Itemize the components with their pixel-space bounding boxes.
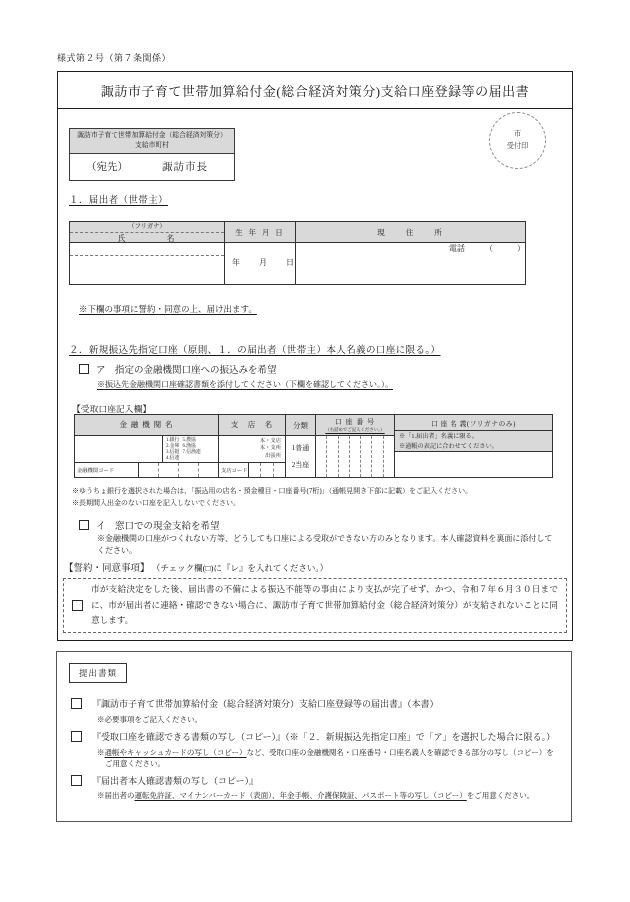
bank-kind-option: 6.漁協 <box>182 443 196 449</box>
applicant-table <box>69 221 526 285</box>
account-number-header <box>316 415 394 436</box>
branch-kind-option: 出張所 <box>265 453 281 459</box>
branch-code-label: 支店コード <box>219 463 249 477</box>
furigana-field[interactable] <box>70 243 224 256</box>
bank-kind-options <box>162 436 218 463</box>
doc-item-2 <box>71 730 555 743</box>
yucho-note: ※ゆうちょ銀行を選択された場合は、「振込用の店名・預金種目・口座番号(7桁)」（通帳見開き下部に記載）をご記入ください。 <box>72 487 473 495</box>
digit-cell[interactable] <box>178 463 198 477</box>
digit-cell[interactable] <box>338 436 349 477</box>
digit-cell[interactable] <box>158 463 178 477</box>
doc-note-text: ※届出者の <box>97 791 135 800</box>
bank-kind-option: 3.信組 <box>166 449 180 455</box>
option-a-label: ア 指定の金融機関口座への振込みを希望 <box>96 366 277 376</box>
bank-kind-option: 7.信漁連 <box>182 449 201 455</box>
account-holder-note2: ※通帳の表記に合わせてください。 <box>399 442 498 450</box>
account-holder-note1: ※「1.届出者」名義に限る。 <box>399 433 478 440</box>
branch-column <box>218 415 285 477</box>
checkbox-option-a[interactable] <box>79 364 89 374</box>
addressee-header <box>70 129 234 154</box>
doc-item-3-title: 『届出者本人確認書類の写し（コピー）』 <box>92 776 259 786</box>
birthdate-label: 生 年 月 日 <box>225 222 295 243</box>
account-number-sublabel: （右詰めでご記入ください。） <box>325 427 385 432</box>
bank-code-label: 金融機関コード <box>75 463 139 477</box>
doc-item-1 <box>71 697 439 710</box>
birthdate-field[interactable] <box>225 243 295 284</box>
doc-note-text: など、受取口座の金融機関名・口座番号・口座名義人を確認できる部分の写し（コピー）をご用意ください。 <box>105 748 554 769</box>
addressee-body <box>70 154 234 180</box>
checkbox-option-b[interactable] <box>79 520 89 530</box>
doc-item-1-note <box>97 714 557 725</box>
birthdate-column <box>224 222 295 284</box>
option-b-note: ※金融機関の口座がつくれない方等、どうしても口座による受取ができない方のみとなります。本人確認資料を裏面に添付してください。 <box>97 534 553 556</box>
birthdate-hint: 年 月 日 <box>232 258 295 267</box>
account-type-option-ordinary: 1普通 <box>291 444 310 452</box>
address-field[interactable] <box>296 243 525 284</box>
doc-note-text: ※必要事項をご記入ください。 <box>97 715 202 724</box>
branch-kind-option: 本・支店 <box>259 437 281 444</box>
doc-note-underlined: 運転免許証、マイナンバーカード（表面）、年金手帳、介護保険証、パスポート等の写し（コピー） <box>134 791 467 800</box>
section2-heading: ２．新規振込先指定口座（原則、１．の届出者（世帯主）本人名義の口座に限る。） <box>69 346 441 356</box>
checkbox-doc-2[interactable] <box>71 731 82 742</box>
checkbox-doc-1[interactable] <box>71 698 82 709</box>
account-holder-notes <box>395 431 552 452</box>
city-receipt-stamp <box>489 112 546 169</box>
doc-item-1-title: 『諏訪市子育て世帯加算給付金（総合経済対策分）支給口座登録等の届出書』（本書） <box>92 699 439 709</box>
form-code-label: 様式第２号（第７条関係） <box>57 53 172 63</box>
stamp-line1: 市 <box>513 129 522 138</box>
bank-kind-option: 4.信連 <box>166 456 180 462</box>
bank-name-field[interactable] <box>75 436 162 463</box>
doc-item-2-title: 『受取口座を確認できる書類の写し（コピー）』（※「２．新規振込先指定口座」で「ア」を選択した場合に限る。） <box>92 732 556 742</box>
digit-cell[interactable] <box>260 463 272 477</box>
account-number-label: 口 座 番 号 <box>334 418 376 426</box>
digit-cell[interactable] <box>349 436 360 477</box>
pledge-heading: 【誓約・同意事項】 <box>64 564 150 574</box>
bank-kind-option: 5.農協 <box>182 437 196 443</box>
branch-name-field[interactable] <box>219 436 285 463</box>
dormant-account-note: ※長期間入出金のない口座を記入しないでください。 <box>72 499 240 507</box>
addressee-header-line1: 諏訪市子育て世帯加算給付金（総合経済対策分） <box>77 132 227 139</box>
digit-cell[interactable] <box>371 436 382 477</box>
name-header <box>70 222 224 243</box>
pledge-box <box>63 578 567 633</box>
addressee-box <box>69 128 235 181</box>
applicant-name-column <box>70 222 224 284</box>
digit-cell[interactable] <box>198 463 218 477</box>
bank-body <box>75 436 218 463</box>
branch-kind-option: 本・支所 <box>259 445 281 452</box>
bank-account-table <box>74 414 553 478</box>
doc-item-3-note <box>97 790 557 801</box>
checkbox-pledge[interactable] <box>72 600 83 611</box>
doc-item-3 <box>71 774 258 787</box>
option-a-row <box>79 362 277 376</box>
account-holder-header: 口 座 名 義(フリガナのみ) <box>395 415 552 431</box>
account-type-option-current: 2当座 <box>291 461 310 469</box>
main-form-box <box>57 71 573 641</box>
option-b-label: イ 窓口での現金支給を希望 <box>96 522 220 532</box>
bank-code-digits[interactable] <box>139 463 218 477</box>
branch-name-header: 支 店 名 <box>219 415 285 436</box>
account-holder-column <box>394 415 552 477</box>
bank-kind-option: 1.銀行 <box>166 437 180 443</box>
address-label: 現 住 所 <box>296 222 525 243</box>
doc-note-text: をご用意ください。 <box>466 791 535 800</box>
digit-cell[interactable] <box>273 463 285 477</box>
option-b-row <box>79 518 220 532</box>
addressee-mayor-name: 諏訪市長 <box>162 162 208 174</box>
section1-heading: １．届出者（世帯主） <box>69 196 169 206</box>
digit-cell[interactable] <box>326 436 337 477</box>
bank-kind-option: 2.金庫 <box>166 443 180 449</box>
digit-cell[interactable] <box>316 436 326 477</box>
address-column <box>295 222 525 284</box>
checkbox-doc-3[interactable] <box>71 775 82 786</box>
pledge-heading-sub: （チェック欄(□)に『レ』を入れてください。） <box>151 563 329 573</box>
digit-cell[interactable] <box>360 436 371 477</box>
doc-note-text: ※ <box>97 748 105 757</box>
account-type-column <box>285 415 315 477</box>
account-holder-field[interactable] <box>395 452 552 477</box>
bank-column <box>75 415 218 477</box>
digit-cell[interactable] <box>383 436 394 477</box>
stamp-line2: 受付印 <box>506 141 529 150</box>
pledge-text: 市が支給決定をした後、届出書の不備による振込不能等の事由により支払が完了せず、かつ、令和７年６月３０日までに、市が届出者に連絡・確認できない場合に、諏訪市子育て世帯加算給付金（総合経済対策分）が支給されないことに同意します。 <box>91 584 558 626</box>
documents-label: 提出書類 <box>69 663 127 683</box>
branch-code-digits[interactable] <box>249 463 285 477</box>
bank-code-row <box>75 462 218 477</box>
form-title: 諏訪市子育て世帯加算給付金(総合経済対策分)支給口座登録等の届出書 <box>58 72 572 109</box>
account-entry-title: 【受取口座記入欄】 <box>72 404 152 414</box>
doc-item-2-note <box>97 747 557 770</box>
addressee-header-line2: 支給市町村 <box>135 141 169 149</box>
account-type-header: 分類 <box>286 415 315 436</box>
pledge-heading-row <box>64 560 328 574</box>
addressee-to-label: （宛先） <box>86 162 128 174</box>
section1-note: ※下欄の事項に誓約・同意の上、届け出ます。 <box>79 304 257 314</box>
digit-cell[interactable] <box>249 463 260 477</box>
documents-box <box>56 651 572 822</box>
furigana-label: （フリガナ） <box>70 222 224 233</box>
branch-code-row <box>219 462 285 477</box>
account-number-column <box>315 415 394 477</box>
applicant-name-field[interactable] <box>70 243 224 284</box>
digit-cell[interactable] <box>139 463 158 477</box>
account-number-digits[interactable] <box>316 436 394 477</box>
name-label: 氏 名 <box>117 234 177 243</box>
phone-label: 電話 （ ） <box>449 244 525 253</box>
option-a-note: ※振込先金融機関口座確認書類を添付してください（下欄を確認してください。）。 <box>97 380 393 389</box>
bank-name-header: 金 融 機 関 名 <box>75 415 218 436</box>
doc-note-underlined: 通帳やキャッシュカードの写し（コピー） <box>104 748 247 757</box>
account-type-field[interactable] <box>286 436 315 477</box>
